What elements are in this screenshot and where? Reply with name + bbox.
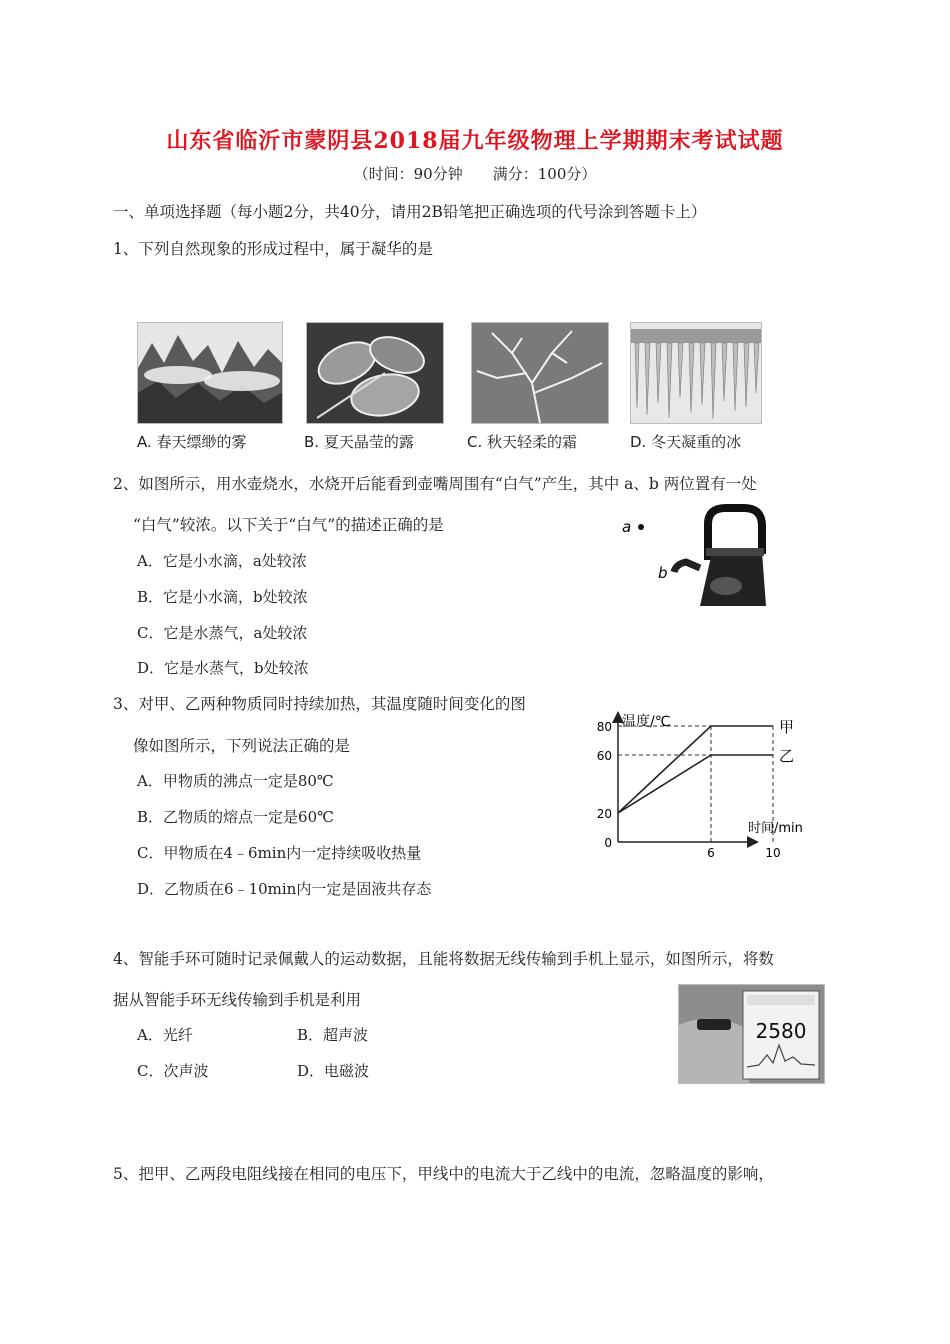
question-4-option-b: B．超声波 [297, 1026, 369, 1044]
question-2-option-a: A．它是小水滴，a处较浓 [137, 552, 307, 570]
question-5-line-1: 5、把甲、乙两段电阻线接在相同的电压下，甲线中的电流大于乙线中的电流，忽略温度的影响， [113, 1165, 774, 1183]
y-axis-label: 温度/℃ [622, 714, 671, 730]
question-3-line-2: 像如图所示，下列说法正确的是 [133, 737, 351, 755]
series-line-0 [618, 726, 773, 813]
kettle-figure [616, 502, 768, 608]
choice-caption-b: B. 夏天晶莹的露 [304, 433, 414, 451]
icicles-photo [630, 322, 762, 424]
label-b: b [658, 564, 668, 582]
series-label-0: 甲 [779, 718, 795, 736]
section-heading: 一、单项选择题（每小题2分，共40分，请用2B铅笔把正确选项的代号涂到答题卡上） [113, 203, 707, 221]
phone-step-count: 2580 [755, 1019, 807, 1043]
series-label-1: 乙 [779, 747, 795, 765]
question-1-text: 1、下列自然现象的形成过程中，属于凝华的是 [113, 240, 433, 258]
exam-info: （时间：90分钟 满分：100分） [353, 165, 597, 183]
question-2-option-d: D．它是水蒸气，b处较浓 [137, 659, 309, 677]
question-2-line-1: 2、如图所示，用水壶烧水，水烧开后能看到壶嘴周围有“白气”产生，其中 a、b 两位置有一处 [113, 475, 757, 493]
smart-band-photo [678, 984, 825, 1084]
question-4-option-a: A．光纤 [137, 1026, 193, 1044]
question-3-line-1: 3、对甲、乙两种物质同时持续加热，其温度随时间变化的图 [113, 695, 526, 713]
question-3-option-a: A．甲物质的沸点一定是80℃ [137, 772, 334, 790]
y-tick-label-80: 80 [596, 720, 612, 734]
choice-caption-d: D. 冬天凝重的冰 [630, 433, 742, 451]
y-tick-label-60: 60 [596, 749, 612, 763]
fog-mountain-photo [137, 322, 283, 424]
question-2-option-c: C．它是水蒸气，a处较浓 [137, 624, 308, 642]
choice-caption-a: A. 春天缥缈的雾 [137, 433, 247, 451]
x-axis-label: 时间/min [748, 821, 803, 836]
y-tick-label-0: 0 [604, 836, 612, 850]
question-4-option-c: C．次声波 [137, 1062, 209, 1080]
question-3-option-c: C．甲物质在4﹣6min内一定持续吸收热量 [137, 844, 422, 862]
x-tick-label-10: 10 [765, 846, 781, 858]
dew-leaves-photo [306, 322, 444, 424]
question-4-line-1: 4、智能手环可随时记录佩戴人的运动数据，且能将数据无线传输到手机上显示，如图所示，将数 [113, 950, 774, 968]
choice-caption-c: C. 秋天轻柔的霜 [467, 433, 578, 451]
question-2-option-b: B．它是小水滴，b处较浓 [137, 588, 308, 606]
question-3-option-d: D．乙物质在6﹣10min内一定是固液共存态 [137, 880, 432, 898]
question-2-line-2: “白气”较浓。以下关于“白气”的描述正确的是 [133, 516, 444, 534]
x-tick-label-6: 6 [707, 846, 715, 858]
temperature-time-chart [588, 706, 818, 858]
page-title: 山东省临沂市蒙阴县2018届九年级物理上学期期末考试试题 [166, 128, 784, 154]
question-4-option-d: D．电磁波 [297, 1062, 370, 1080]
y-tick-label-20: 20 [596, 807, 612, 821]
frost-branches-photo [471, 322, 609, 424]
label-a: a [622, 518, 632, 536]
series-line-1 [618, 755, 773, 813]
question-4-line-2: 据从智能手环无线传输到手机是利用 [113, 991, 362, 1009]
question-3-option-b: B．乙物质的熔点一定是60℃ [137, 808, 334, 826]
